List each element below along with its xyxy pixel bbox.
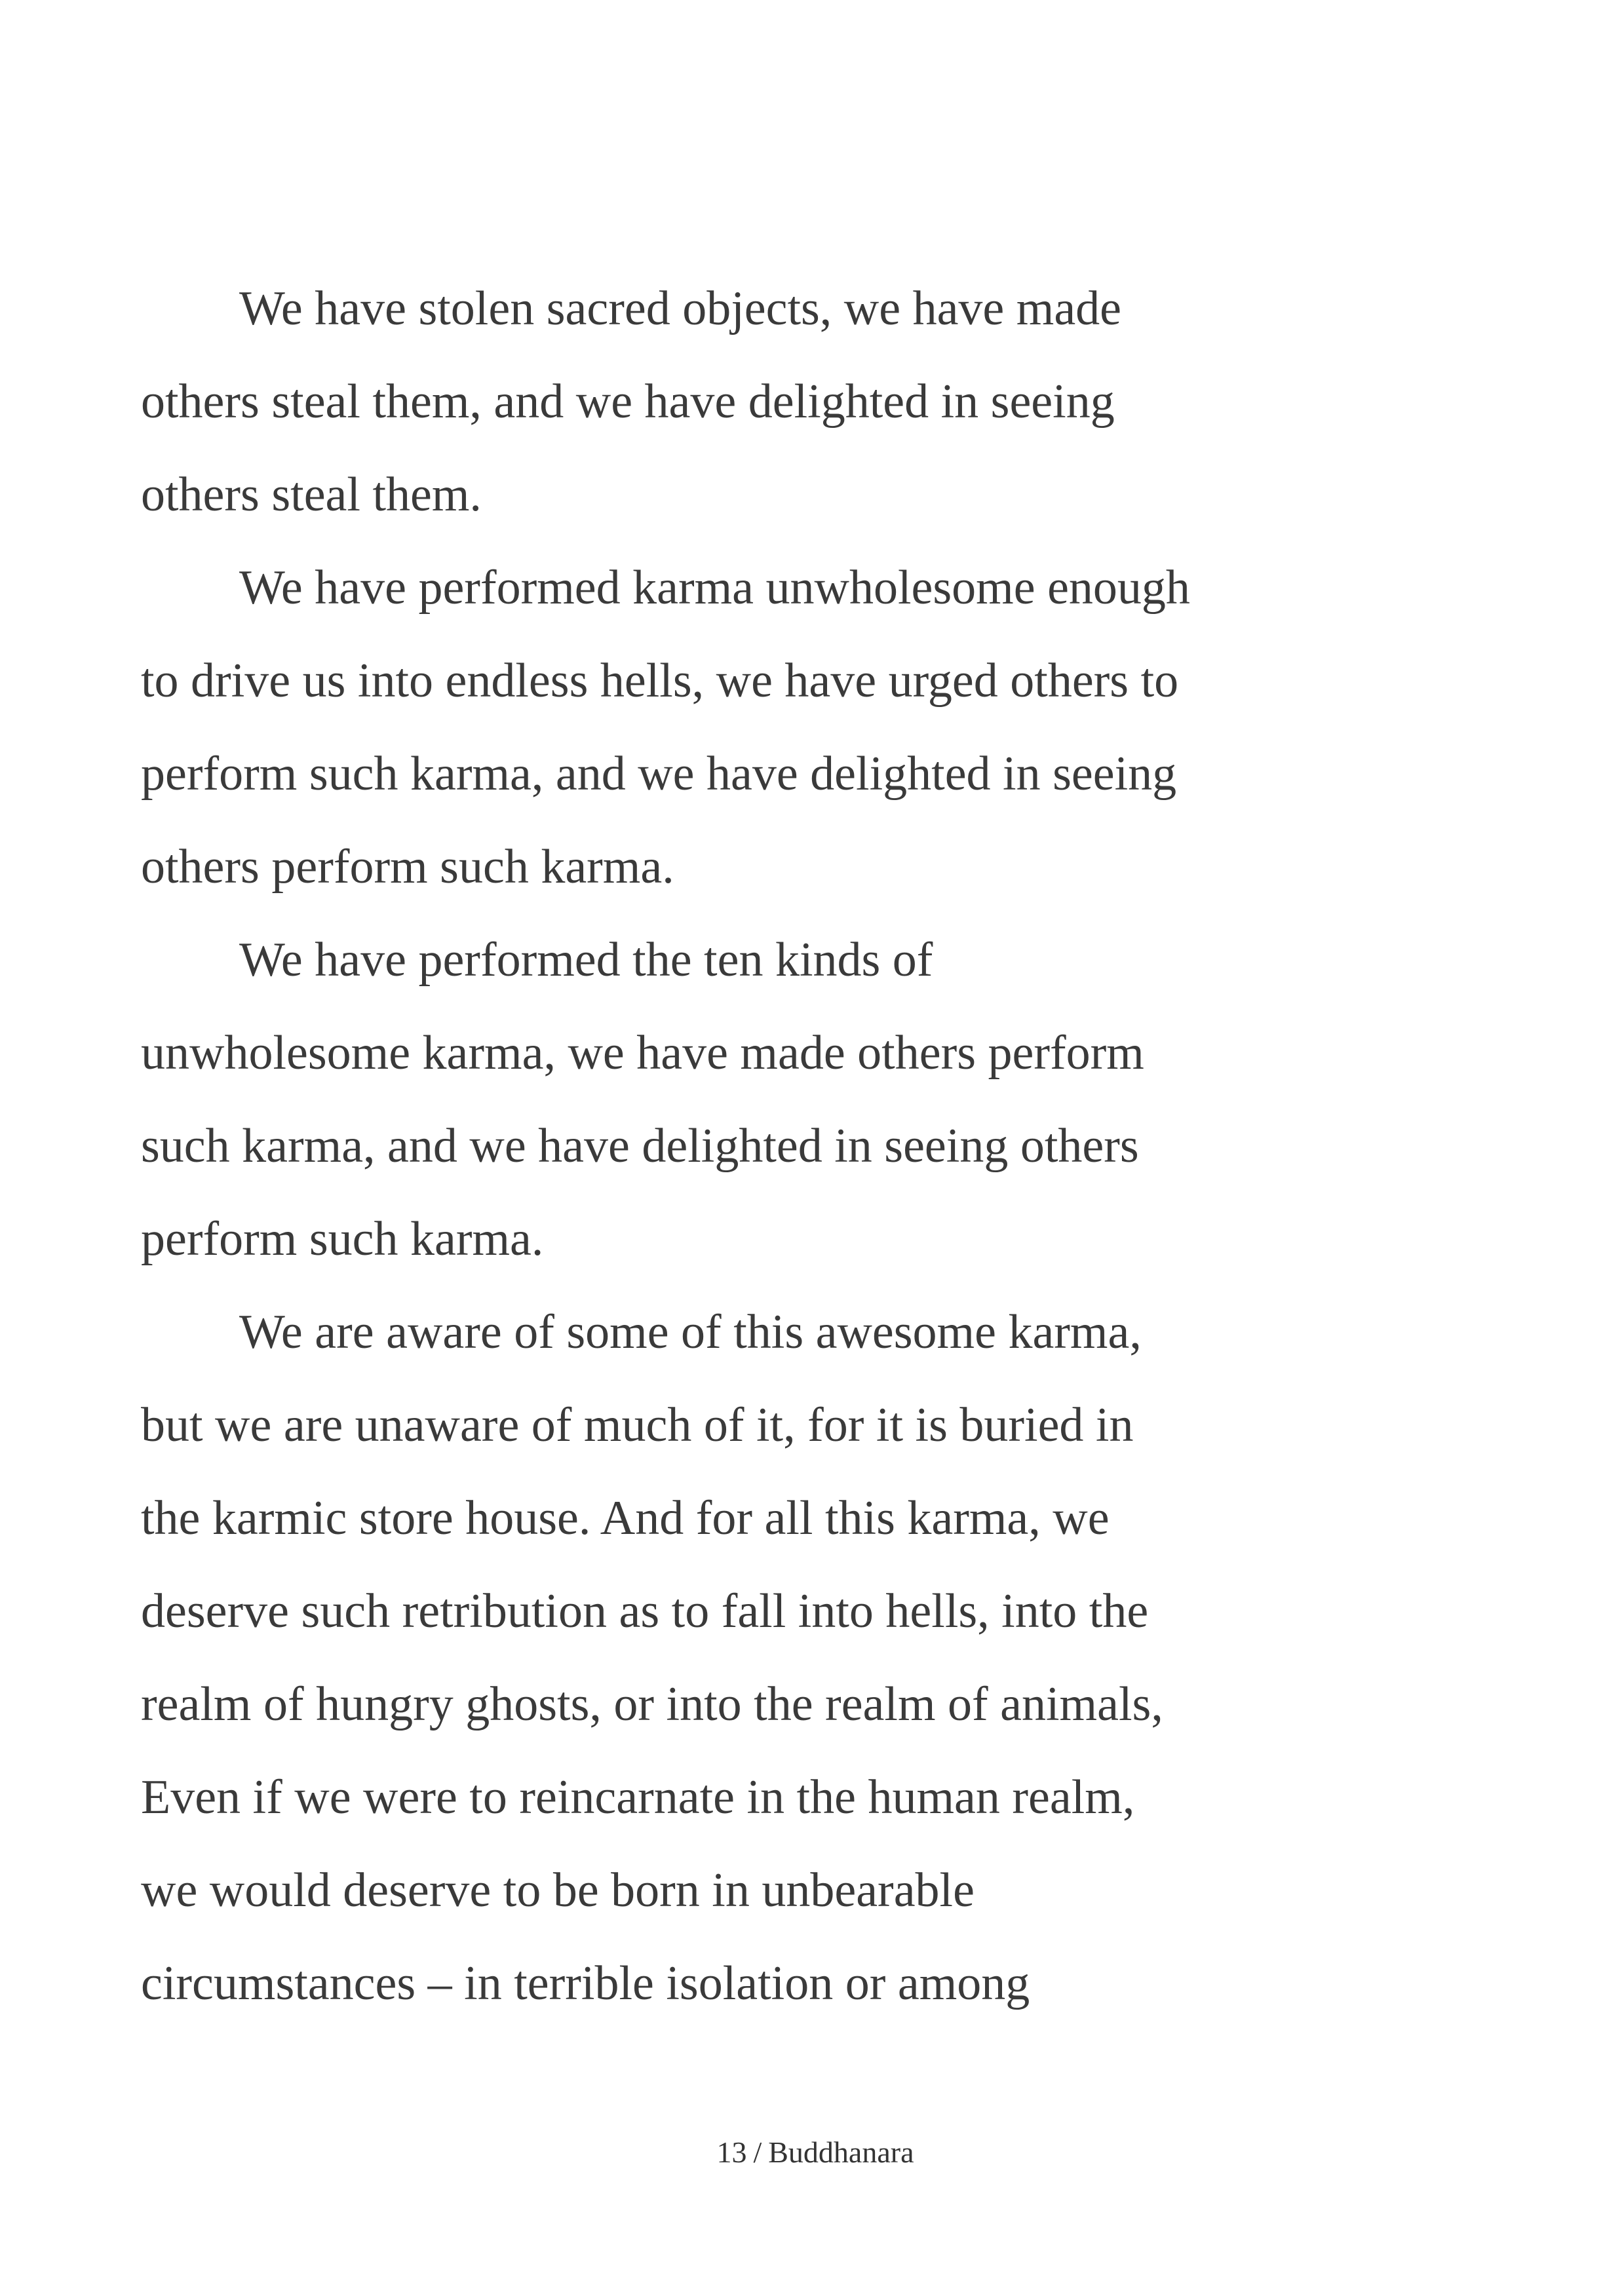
text-line: we would deserve to be born in unbearable xyxy=(141,1864,975,1917)
text-line: others perform such karma. xyxy=(141,840,674,894)
text-line: We are aware of some of this awesome karma, xyxy=(239,1305,1142,1359)
text-line: deserve such retribution as to fall into hells, into the xyxy=(141,1584,1149,1638)
text-line: others steal them. xyxy=(141,468,482,522)
text-line: such karma, and we have delighted in seeing others xyxy=(141,1119,1139,1173)
page-number: 13 xyxy=(716,2135,747,2169)
text-line: realm of hungry ghosts, or into the realm of animals, xyxy=(141,1677,1163,1731)
paragraph-2 xyxy=(141,541,1353,913)
text-line: but we are unaware of much of it, for it is buried in xyxy=(141,1398,1134,1452)
book-title: Buddhanara xyxy=(768,2135,914,2169)
text-line: perform such karma. xyxy=(141,1212,544,1266)
page-footer xyxy=(0,2135,1624,2170)
paragraph-3 xyxy=(141,913,1353,1286)
body-text xyxy=(141,262,1353,2030)
text-line: circumstances – in terrible isolation or among xyxy=(141,1957,1030,2010)
text-line: We have performed karma unwholesome enough xyxy=(239,561,1190,615)
footer-separator: / xyxy=(753,2135,762,2169)
text-line: the karmic store house. And for all this karma, we xyxy=(141,1491,1110,1545)
text-line: to drive us into endless hells, we have urged others to xyxy=(141,654,1179,708)
text-line: We have performed the ten kinds of xyxy=(239,933,933,987)
text-line: perform such karma, and we have delighted in seeing xyxy=(141,747,1177,801)
text-line: unwholesome karma, we have made others perform xyxy=(141,1026,1144,1080)
text-line: Even if we were to reincarnate in the human realm, xyxy=(141,1770,1135,1824)
paragraph-1 xyxy=(141,262,1353,541)
text-line: others steal them, and we have delighted in seeing xyxy=(141,375,1115,429)
text-line: We have stolen sacred objects, we have made xyxy=(239,282,1122,335)
paragraph-4 xyxy=(141,1286,1353,2030)
